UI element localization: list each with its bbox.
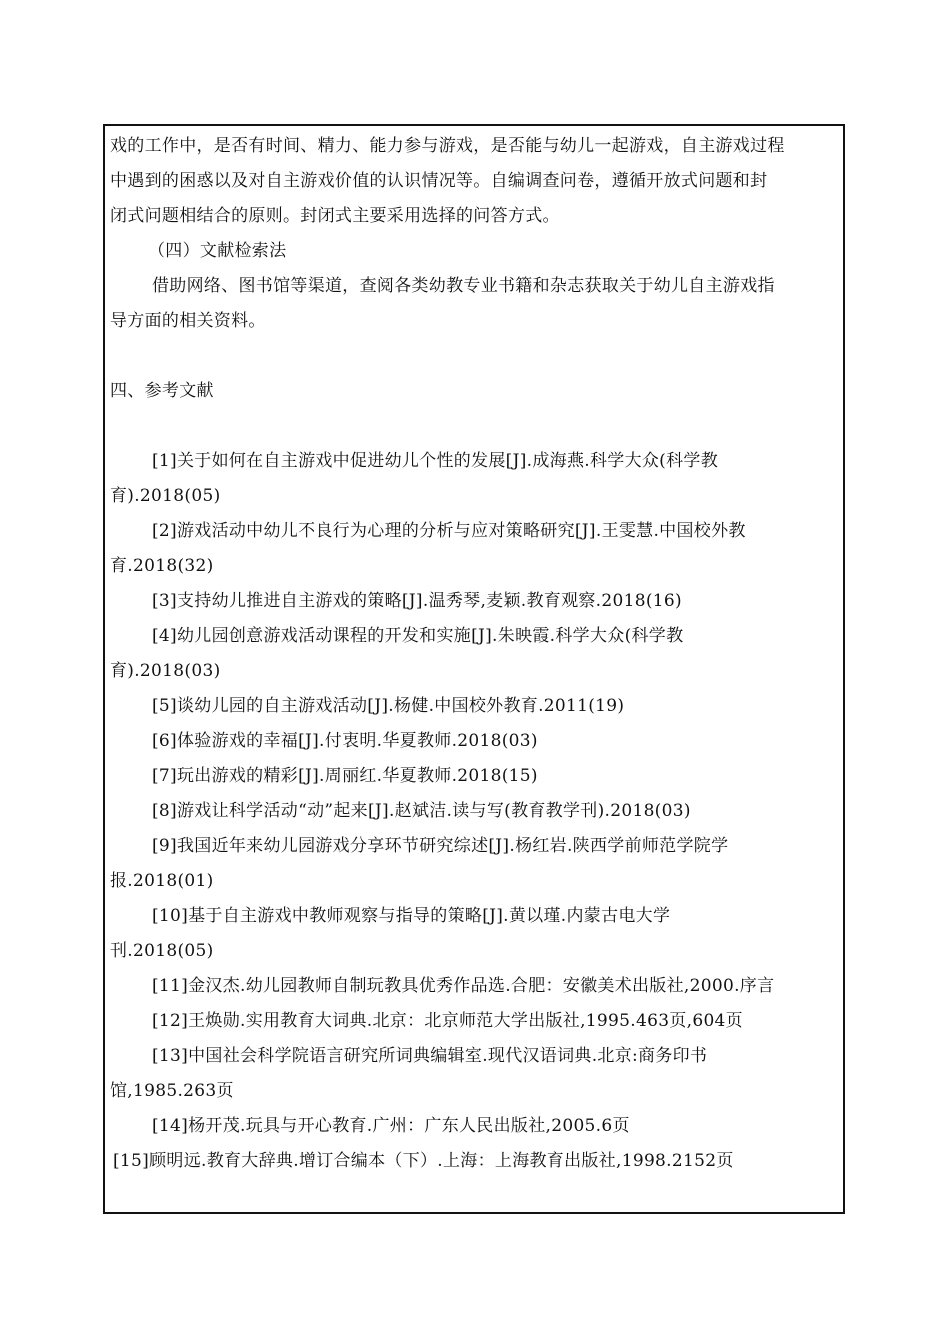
- reference-item: [4]幼儿园创意游戏活动课程的开发和实施[J].朱映霞.科学大众(科学教: [152, 626, 684, 646]
- reference-item: [12]王焕勋.实用教育大词典.北京：北京师范大学出版社,1995.463页,604页: [152, 1011, 743, 1031]
- reference-continuation: 刊.2018(05): [110, 941, 214, 961]
- reference-item: [13]中国社会科学院语言研究所词典编辑室.现代汉语词典.北京:商务印书: [152, 1046, 708, 1066]
- paragraph-line: 导方面的相关资料。: [110, 311, 266, 331]
- reference-item: [2]游戏活动中幼儿不良行为心理的分析与应对策略研究[J].王雯慧.中国校外教: [152, 521, 746, 541]
- reference-item: [8]游戏让科学活动“动”起来[J].赵斌洁.读与写(教育教学刊).2018(03): [152, 801, 691, 821]
- paragraph-line: 中遇到的困惑以及对自主游戏价值的认识情况等。自编调查问卷，遵循开放式问题和封: [110, 171, 768, 191]
- reference-item: [5]谈幼儿园的自主游戏活动[J].杨健.中国校外教育.2011(19): [152, 696, 625, 716]
- reference-continuation: 育).2018(03): [110, 661, 221, 681]
- subheading-literature-method: （四）文献检索法: [148, 241, 287, 261]
- reference-item: [15]顾明远.教育大辞典.增订合编本（下）.上海：上海教育出版社,1998.2152页: [113, 1151, 734, 1171]
- reference-continuation: 馆,1985.263页: [110, 1081, 234, 1101]
- section-heading-references: 四、参考文献: [110, 381, 214, 401]
- paragraph-line: 闭式问题相结合的原则。封闭式主要采用选择的问答方式。: [110, 206, 560, 226]
- reference-item: [11]金汉杰.幼儿园教师自制玩教具优秀作品选.合肥：安徽美术出版社,2000.序言: [152, 976, 775, 996]
- reference-item: [14]杨开茂.玩具与开心教育.广州：广东人民出版社,2005.6页: [152, 1116, 630, 1136]
- reference-item: [6]体验游戏的幸福[J].付衷明.华夏教师.2018(03): [152, 731, 538, 751]
- reference-item: [9]我国近年来幼儿园游戏分享环节研究综述[J].杨红岩.陕西学前师范学院学: [152, 836, 729, 856]
- reference-continuation: 报.2018(01): [110, 871, 214, 891]
- reference-continuation: 育.2018(32): [110, 556, 214, 576]
- paragraph-line: 戏的工作中，是否有时间、精力、能力参与游戏，是否能与幼儿一起游戏，自主游戏过程: [110, 136, 785, 156]
- paragraph-line: 借助网络、图书馆等渠道，查阅各类幼教专业书籍和杂志获取关于幼儿自主游戏指: [152, 276, 775, 296]
- reference-continuation: 育).2018(05): [110, 486, 221, 506]
- reference-item: [3]支持幼儿推进自主游戏的策略[J].温秀琴,麦颖.教育观察.2018(16): [152, 591, 682, 611]
- reference-item: [1]关于如何在自主游戏中促进幼儿个性的发展[J].成海燕.科学大众(科学教: [152, 451, 718, 471]
- reference-item: [7]玩出游戏的精彩[J].周丽红.华夏教师.2018(15): [152, 766, 538, 786]
- reference-item: [10]基于自主游戏中教师观察与指导的策略[J].黄以瑾.内蒙古电大学: [152, 906, 671, 926]
